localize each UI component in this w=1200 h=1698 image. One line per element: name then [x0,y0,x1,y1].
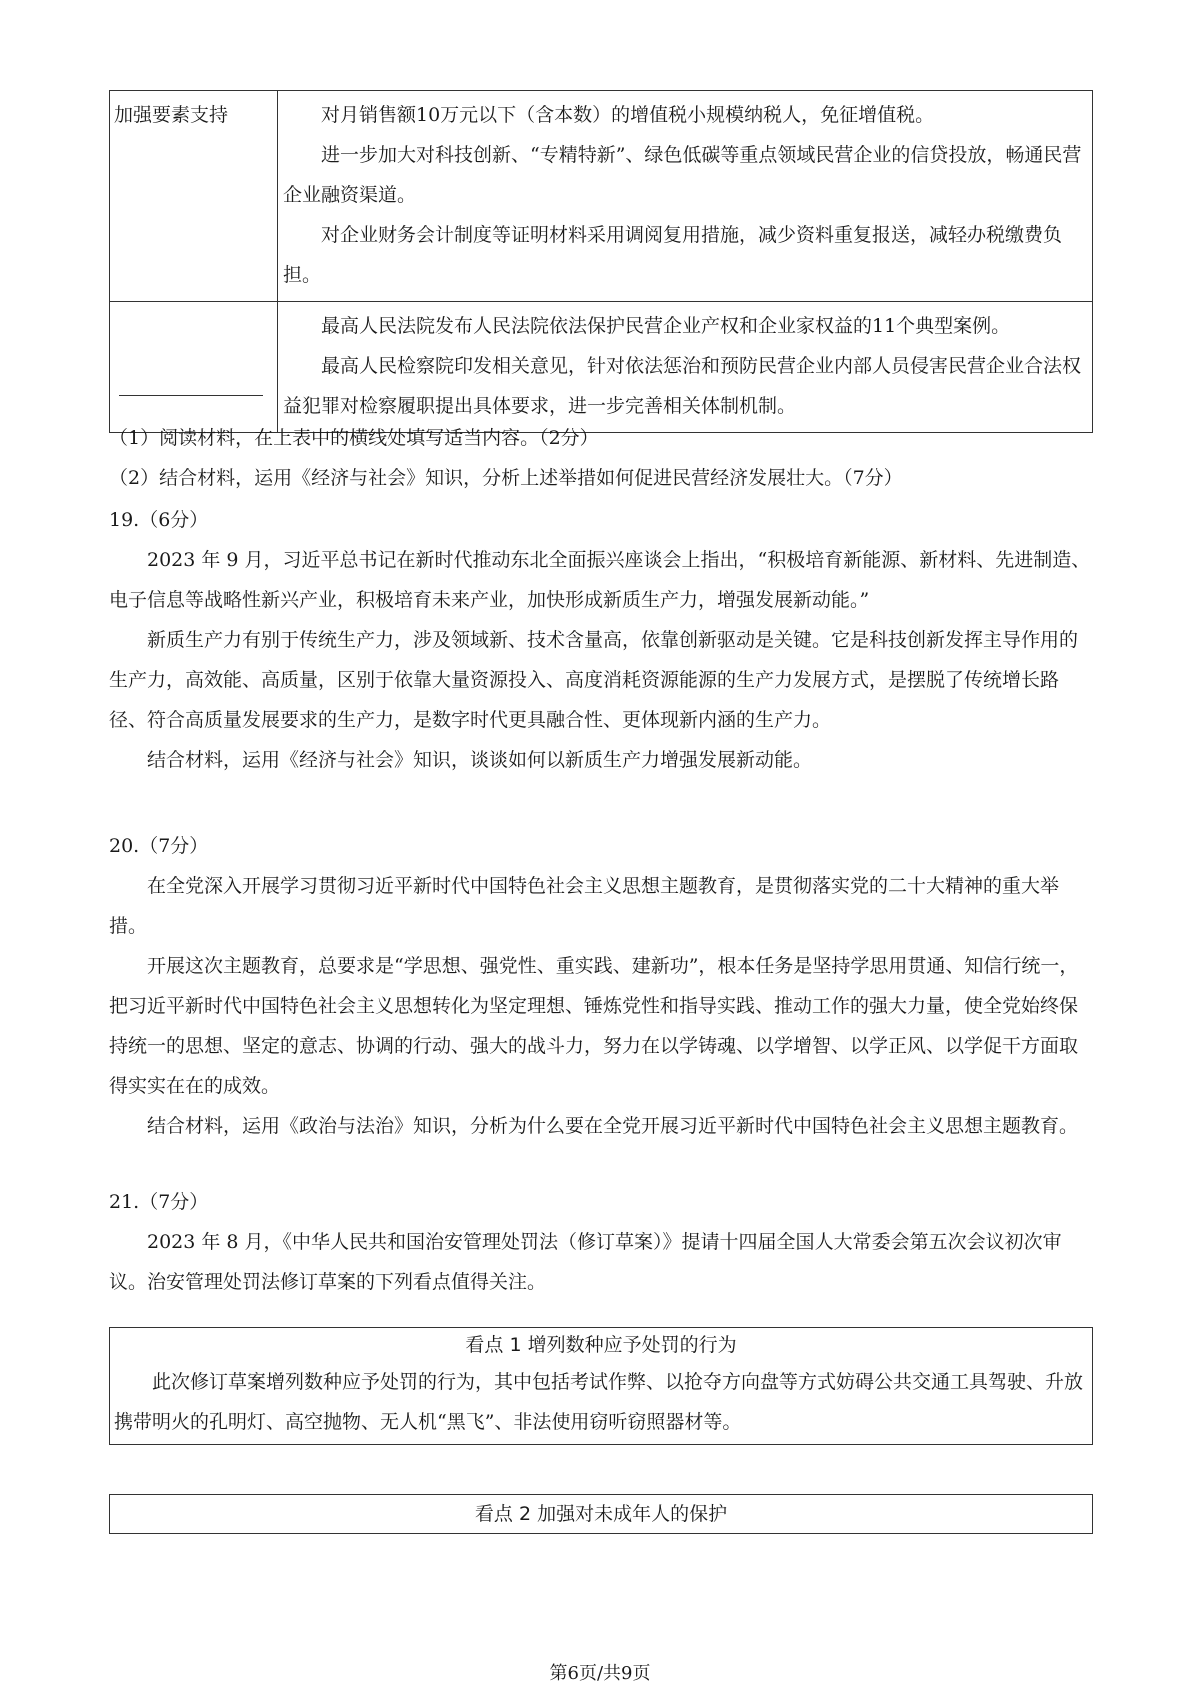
table-paragraph: 最高人民检察院印发相关意见，针对依法惩治和预防民营企业内部人员侵害民营企业合法权益犯罪对检察履职提出具体要求，进一步完善相关体制机制。 [283,355,1082,417]
box-body [110,1362,1092,1444]
page-footer: 第6页/共9页 [549,1663,651,1684]
box-title: 看点 2 加强对未成年人的保护 [474,1503,728,1525]
box-title: 看点 1 增列数种应予处罚的行为 [465,1334,737,1356]
question-prompt: 结合材料，运用《政治与法治》知识，分析为什么要在全党开展习近平新时代中国特色社会主义思想主题教育。 [147,1115,1079,1137]
table-paragraph: 对月销售额10万元以下（含本数）的增值税小规模纳税人，免征增值税。 [321,104,935,126]
table-row [110,302,1093,433]
row-content [278,91,1093,302]
question-21 [109,1182,1093,1302]
question-18-subparts [109,418,1093,498]
measures-table [109,90,1093,433]
question-number: 21.（7分） [109,1191,209,1213]
highlight-box-2 [109,1494,1093,1534]
question-19 [109,500,1093,780]
box-paragraph: 此次修订草案增列数种应予处罚的行为，其中包括考试作弊、以抢夺方向盘等方式妨碍公共交通工具驾驶、升放携带明火的孔明灯、高空抛物、无人机“黑飞”、非法使用窃听窃照器材等。 [114,1371,1084,1433]
question-paragraph: 2023 年 8 月，《中华人民共和国治安管理处罚法（修订草案）》提请十四届全国人大常委会第五次会议初次审议。治安管理处罚法修订草案的下列看点值得关注。 [109,1231,1062,1293]
question-paragraph: 新质生产力有别于传统生产力，涉及领域新、技术含量高，依靠创新驱动是关键。它是科技创新发挥主导作用的生产力，高效能、高质量，区别于依靠大量资源投入、高度消耗资源能源的生产力发展方式，是摆脱了传统增长路径、符合高质量发展要求的生产力，是数字时代更具融合性、更体现新内涵的生产力。 [109,629,1079,731]
question-paragraph: 开展这次主题教育，总要求是“学思想、强党性、重实践、建新功”，根本任务是坚持学思用贯通、知信行统一，把习近平新时代中国特色社会主义思想转化为坚定理想、锤炼党性和指导实践、推动工作的强大力量，使全党始终保持统一的思想、坚定的意志、协调的行动、强大的战斗力，努力在以学铸魂、以学增智、以学正风、以学促干方面取得实实在在的成效。 [109,955,1079,1097]
row-content [278,302,1093,433]
subquestion-1: （1）阅读材料，在上表中的横线处填写适当内容。（2分） [109,427,599,449]
highlight-box-1 [109,1327,1093,1445]
subquestion-2: （2）结合材料，运用《经济与社会》知识，分析上述举措如何促进民营经济发展壮大。（7分） [109,467,903,489]
table-row [110,91,1093,302]
table-paragraph: 进一步加大对科技创新、“专精特新”、绿色低碳等重点领域民营企业的信贷投放，畅通民营企业融资渠道。 [283,144,1082,206]
row-label: 加强要素支持 [110,91,278,302]
question-prompt: 结合材料，运用《经济与社会》知识，谈谈如何以新质生产力增强发展新动能。 [147,749,813,771]
question-paragraph: 在全党深入开展学习贯彻习近平新时代中国特色社会主义思想主题教育，是贯彻落实党的二十大精神的重大举措。 [109,875,1060,937]
table-paragraph: 对企业财务会计制度等证明材料采用调阅复用措施，减少资料重复报送，减轻办税缴费负担。 [283,224,1063,286]
table-paragraph: 最高人民法院发布人民法院依法保护民营企业产权和企业家权益的11个典型案例。 [321,315,1011,337]
question-number: 19.（6分） [109,509,209,531]
question-paragraph: 2023 年 9 月，习近平总书记在新时代推动东北全面振兴座谈会上指出，“积极培育新能源、新材料、先进制造、电子信息等战略性新兴产业，积极培育未来产业，加快形成新质生产力，增强发展新动能。” [109,549,1091,611]
fill-in-blank-cell [110,302,278,433]
answer-blank-line [119,394,263,396]
question-20 [109,826,1093,1146]
question-number: 20.（7分） [109,835,209,857]
